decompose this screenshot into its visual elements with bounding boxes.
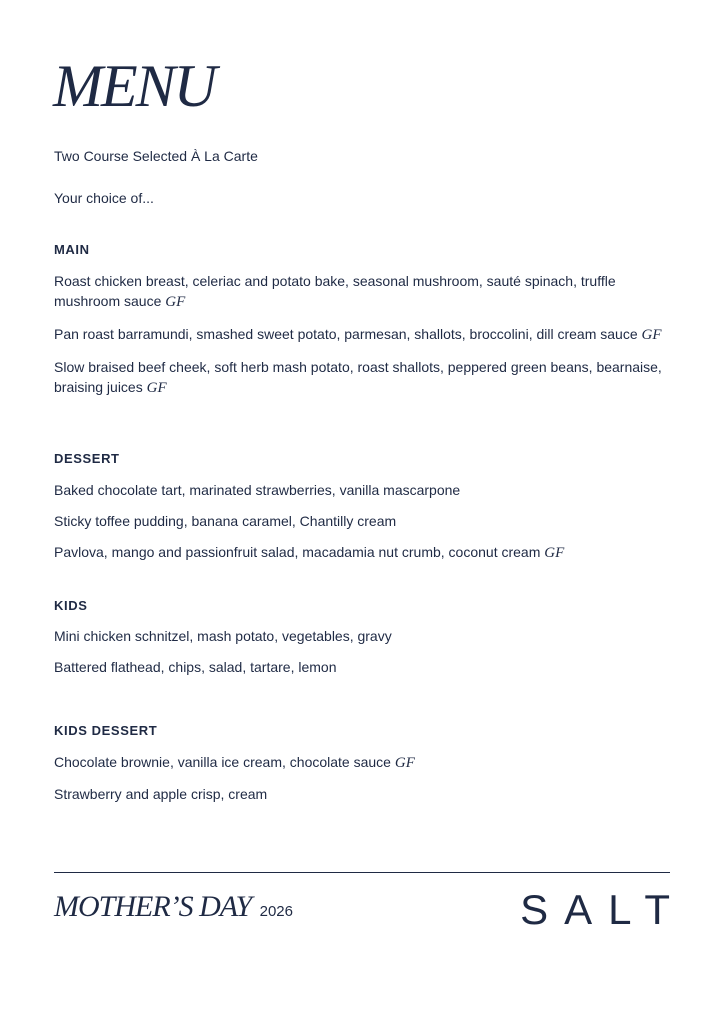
menu-item [54,357,674,398]
menu-item-text: Battered flathead, chips, salad, tartare, lemon [54,659,337,675]
dietary-tag: GF [165,294,186,310]
event-year: 2026 [259,903,293,920]
menu-item-text: Sticky toffee pudding, banana caramel, Chantilly cream [54,513,397,529]
menu-item-text: Pavlova, mango and passionfruit salad, macadamia nut crumb, coconut cream [54,544,541,560]
page-title: MENU [53,53,215,119]
menu-item-text: Baked chocolate tart, marinated strawberries, vanilla mascarpone [54,482,461,498]
section-heading-main: MAIN [54,242,90,257]
menu-subtitle: Two Course Selected À La Carte [54,148,258,164]
section-main [54,240,674,410]
section-heading-kids-dessert: KIDS DESSERT [54,723,158,738]
menu-item-text: Pan roast barramundi, smashed sweet potato, parmesan, shallots, broccolini, dill cream sauce [54,326,638,342]
menu-item [54,752,674,773]
menu-item-text: Roast chicken breast, celeriac and potato bake, seasonal mushroom, sauté spinach, truffle mushroom sauce [54,273,616,309]
menu-item [54,271,674,312]
menu-item-text: Slow braised beef cheek, soft herb mash potato, roast shallots, peppered green beans, bearnaise, braising juices [54,359,662,395]
menu-item [54,626,674,646]
section-heading-dessert: DESSERT [54,451,120,466]
event-name: MOTHER’S DAY [54,890,252,923]
dietary-tag: GF [394,755,415,771]
footer-event [54,890,293,924]
dietary-tag: GF [146,380,167,396]
menu-item-text: Strawberry and apple crisp, cream [54,786,268,802]
choice-text: Your choice of... [54,190,154,206]
menu-item [54,657,674,677]
section-kids [54,596,674,688]
footer-divider [54,872,670,873]
menu-item [54,542,674,563]
menu-item-text: Mini chicken schnitzel, mash potato, vegetables, gravy [54,628,392,644]
menu-item [54,511,674,531]
salt-logo: SALT [520,886,686,933]
menu-item-text: Chocolate brownie, vanilla ice cream, chocolate sauce [54,754,391,770]
section-kids-dessert [54,721,674,815]
menu-item [54,784,674,804]
section-dessert [54,449,674,574]
dietary-tag: GF [544,545,565,561]
menu-item [54,324,674,345]
dietary-tag: GF [641,327,662,343]
section-heading-kids: KIDS [54,598,88,613]
menu-item [54,480,674,500]
